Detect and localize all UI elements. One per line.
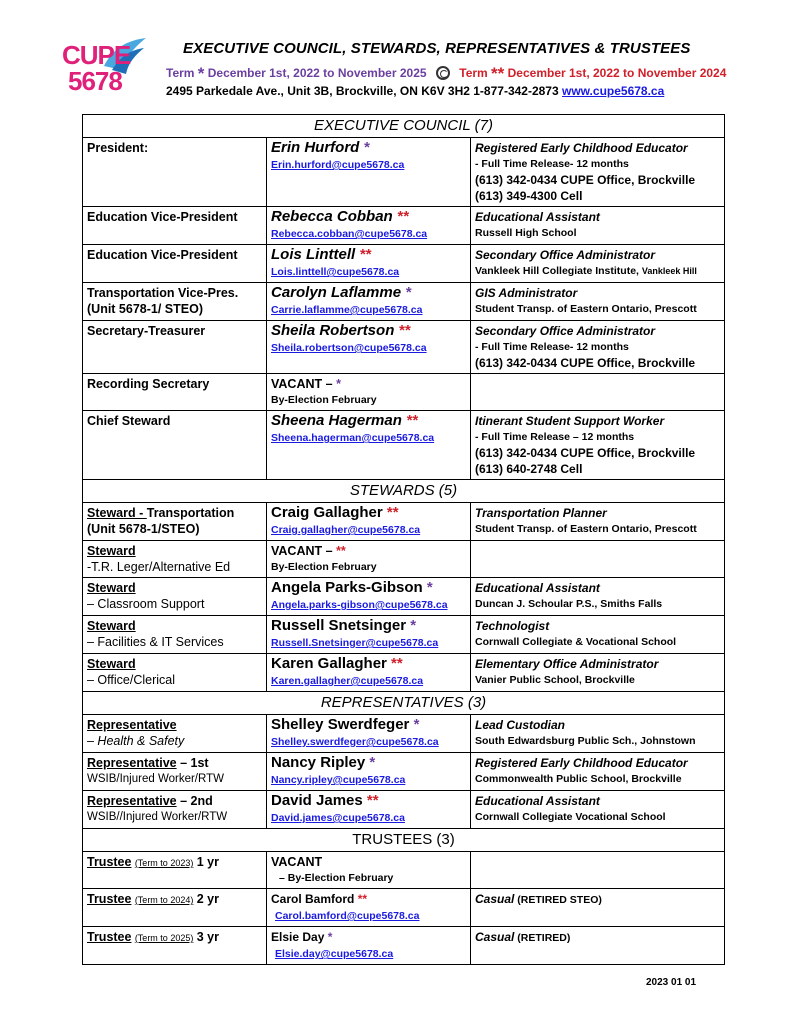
job-cell [471, 852, 725, 889]
section-header [83, 692, 725, 715]
term-star: ** [336, 544, 346, 558]
role-label: Representative – 2nd [87, 794, 213, 808]
job-cell [471, 138, 725, 207]
role-label: Trustee (Term to 2025) 3 yr [87, 930, 219, 944]
member-email[interactable]: David.james@cupe5678.ca [271, 812, 405, 824]
job-cell [471, 321, 725, 374]
member-name: VACANT – ** [271, 544, 346, 558]
term2-text: December 1st, 2022 to November 2024 [507, 66, 727, 80]
member-email[interactable]: Lois.linttell@cupe5678.ca [271, 266, 400, 278]
name-cell [267, 578, 471, 616]
job-detail: Commonwealth Public School, Brockville [475, 773, 682, 785]
term2-label: Term [459, 66, 488, 80]
role-detail: WSIB/Injured Worker/RTW [87, 773, 224, 785]
name-cell [267, 753, 471, 791]
role-cell [83, 283, 267, 321]
job-title: Educational Assistant [475, 210, 600, 224]
member-name: Sheila Robertson ** [271, 322, 411, 339]
member-name: Carolyn Laflamme * [271, 284, 412, 301]
role-label: Secretary-Treasurer [87, 324, 206, 338]
table-row [83, 616, 725, 654]
job-detail: Student Transp. of Eastern Ontario, Prescott [475, 303, 697, 315]
member-name: Rebecca Cobban ** [271, 208, 409, 225]
job-detail: - Full Time Release – 12 months [475, 431, 635, 443]
table-row [83, 927, 725, 965]
roster-table [82, 114, 725, 965]
name-cell [267, 321, 471, 374]
role-cell [83, 791, 267, 829]
role-cell [83, 616, 267, 654]
table-row [83, 245, 725, 283]
job-title: Casual (RETIRED STEO) [475, 892, 602, 906]
term-star: * [369, 754, 376, 771]
term-star: ** [391, 655, 403, 672]
term-star: ** [366, 792, 379, 809]
role-cell [83, 541, 267, 578]
term-star: * [336, 377, 341, 391]
term-star: ** [398, 322, 411, 339]
name-cell [267, 715, 471, 753]
role-detail: (Unit 5678-1/ STEO) [87, 302, 203, 316]
role-detail: – Health & Safety [87, 734, 185, 748]
job-title: GIS Administrator [475, 286, 578, 300]
name-cell [267, 852, 471, 889]
job-title: Registered Early Childhood Educator [475, 141, 688, 155]
term1-star: * [197, 64, 205, 83]
role-label: President: [87, 141, 149, 155]
job-title: Technologist [475, 619, 550, 633]
job-cell [471, 927, 725, 965]
job-cell [471, 283, 725, 321]
role-label: Steward [87, 619, 136, 633]
term-star: ** [406, 412, 418, 429]
member-name: Sheena Hagerman ** [271, 412, 418, 429]
job-detail: (613) 640-2748 Cell [475, 462, 583, 476]
role-label: Education Vice-President [87, 210, 238, 224]
job-detail: Vanier Public School, Brockville [475, 674, 635, 686]
table-row [83, 753, 725, 791]
role-label: Steward [87, 581, 136, 595]
job-cell [471, 791, 725, 829]
job-title: Transportation Planner [475, 506, 607, 520]
member-name: Carol Bamford ** [271, 892, 368, 906]
term-star: ** [357, 892, 368, 906]
table-row [83, 715, 725, 753]
section-title: EXECUTIVE COUNCIL (7) [83, 115, 725, 138]
section-title: REPRESENTATIVES (3) [83, 692, 725, 715]
job-detail: (613) 342-0434 CUPE Office, Brockville [475, 446, 696, 460]
member-name: David James ** [271, 792, 379, 809]
table-row [83, 411, 725, 480]
name-cell [267, 541, 471, 578]
job-title: Secondary Office Administrator [475, 324, 656, 338]
member-name: Nancy Ripley * [271, 754, 376, 771]
table-row [83, 654, 725, 692]
role-detail: (Unit 5678-1/STEO) [87, 522, 200, 536]
member-email[interactable]: Sheena.hagerman@cupe5678.ca [271, 432, 435, 444]
job-cell [471, 245, 725, 283]
job-detail: Student Transp. of Eastern Ontario, Prescott [475, 523, 697, 535]
name-cell [267, 503, 471, 541]
role-label: Trustee (Term to 2024) 2 yr [87, 892, 219, 906]
section-header [83, 480, 725, 503]
job-title: Itinerant Student Support Worker [475, 414, 665, 428]
role-cell [83, 503, 267, 541]
table-row [83, 138, 725, 207]
job-cell [471, 889, 725, 927]
name-cell [267, 138, 471, 207]
name-cell [267, 207, 471, 245]
term-legend [166, 64, 726, 84]
address-line [166, 84, 664, 98]
job-cell [471, 374, 725, 411]
name-cell [267, 654, 471, 692]
job-title: Casual (RETIRED) [475, 930, 571, 944]
role-cell [83, 927, 267, 965]
role-cell [83, 138, 267, 207]
role-cell [83, 715, 267, 753]
section-title: TRUSTEES (3) [83, 829, 725, 852]
role-detail: – Facilities & IT Services [87, 635, 224, 649]
job-cell [471, 616, 725, 654]
member-name: Shelley Swerdfeger * [271, 716, 420, 733]
member-email[interactable]: Carol.bamford@cupe5678.ca [275, 910, 420, 922]
job-cell [471, 503, 725, 541]
role-cell [83, 578, 267, 616]
member-name: Russell Snetsinger * [271, 617, 417, 634]
term-star: ** [386, 504, 399, 521]
job-detail: (613) 349-4300 Cell [475, 189, 583, 203]
role-label: Education Vice-President [87, 248, 238, 262]
role-label: Representative [87, 718, 177, 732]
role-cell [83, 321, 267, 374]
member-name: Erin Hurford * [271, 139, 370, 156]
page-header [0, 0, 791, 110]
job-title: Registered Early Childhood Educator [475, 756, 688, 770]
cupe-logo [62, 40, 147, 102]
job-cell [471, 715, 725, 753]
table-row [83, 503, 725, 541]
member-email[interactable]: Craig.gallagher@cupe5678.ca [271, 524, 421, 536]
term-star: ** [359, 246, 372, 263]
job-detail: Duncan J. Schoular P.S., Smiths Falls [475, 598, 663, 610]
table-row [83, 374, 725, 411]
job-title: Educational Assistant [475, 581, 600, 595]
role-label: Steward - Transportation [87, 506, 235, 520]
job-detail: (613) 342-0434 CUPE Office, Brockville [475, 173, 696, 187]
role-detail: -T.R. Leger/Alternative Ed [87, 560, 231, 574]
name-cell [267, 283, 471, 321]
table-row [83, 852, 725, 889]
job-detail: - Full Time Release- 12 months [475, 158, 629, 170]
job-detail: Cornwall Collegiate & Vocational School [475, 636, 677, 648]
term-star: * [426, 579, 433, 596]
member-name: Craig Gallagher ** [271, 504, 399, 521]
table-row [83, 578, 725, 616]
election-note: By-Election February [271, 561, 377, 573]
job-cell [471, 753, 725, 791]
name-cell [267, 927, 471, 965]
role-detail: – Office/Clerical [87, 673, 175, 687]
election-note: By-Election February [271, 394, 377, 406]
term-star: * [327, 930, 333, 944]
member-email[interactable]: Nancy.ripley@cupe5678.ca [271, 774, 406, 786]
member-name: Karen Gallagher ** [271, 655, 403, 672]
member-name: VACANT [271, 855, 323, 869]
job-detail: Cornwall Collegiate Vocational School [475, 811, 666, 823]
role-cell [83, 411, 267, 480]
table-row [83, 207, 725, 245]
website-link[interactable]: www.cupe5678.ca [562, 84, 665, 98]
member-email[interactable]: Sheila.robertson@cupe5678.ca [271, 342, 427, 354]
role-cell [83, 207, 267, 245]
member-email[interactable]: Karen.gallagher@cupe5678.ca [271, 675, 424, 687]
job-cell [471, 578, 725, 616]
term-star: * [413, 716, 420, 733]
table-row [83, 889, 725, 927]
term2-star: ** [491, 64, 505, 83]
section-title: STEWARDS (5) [83, 480, 725, 503]
job-detail: Russell High School [475, 227, 577, 239]
address-text: 2495 Parkedale Ave., Unit 3B, Brockville, ON K6V 3H2 1-877-342-2873 [166, 84, 559, 98]
section-header [83, 829, 725, 852]
election-note: – By-Election February [279, 872, 394, 884]
term-star: * [410, 617, 417, 634]
table-row [83, 541, 725, 578]
member-email[interactable]: Carrie.laflamme@cupe5678.ca [271, 304, 423, 316]
term1-text: December 1st, 2022 to November 2025 [207, 66, 427, 80]
role-label: Steward [87, 657, 136, 671]
name-cell [267, 889, 471, 927]
page-title: EXECUTIVE COUNCIL, STEWARDS, REPRESENTATIVES & TRUSTEES [183, 40, 691, 57]
job-cell [471, 411, 725, 480]
role-label: Chief Steward [87, 414, 171, 428]
member-name: VACANT – * [271, 377, 341, 391]
role-cell [83, 374, 267, 411]
job-detail: - Full Time Release- 12 months [475, 341, 629, 353]
job-title: Lead Custodian [475, 718, 566, 732]
member-email[interactable]: Elsie.day@cupe5678.ca [275, 948, 394, 960]
term1-label: Term [166, 66, 195, 80]
role-cell [83, 889, 267, 927]
job-title: Elementary Office Administrator [475, 657, 659, 671]
term-star: * [363, 139, 370, 156]
job-cell [471, 654, 725, 692]
role-cell [83, 852, 267, 889]
member-email[interactable]: Shelley.swerdfeger@cupe5678.ca [271, 736, 439, 748]
logo-line1: CUPE [62, 40, 131, 70]
role-label: Representative – 1st [87, 756, 209, 770]
section-header [83, 115, 725, 138]
role-label: Transportation Vice-Pres. [87, 286, 239, 300]
role-cell [83, 245, 267, 283]
job-detail: (613) 342-0434 CUPE Office, Brockville [475, 356, 696, 370]
logo-line2: 5678 [68, 66, 122, 96]
member-name: Lois Linttell ** [271, 246, 372, 263]
job-title: Secondary Office Administrator [475, 248, 656, 262]
member-email[interactable]: Angela.parks-gibson@cupe5678.ca [271, 599, 448, 611]
member-email[interactable]: Rebecca.cobban@cupe5678.ca [271, 228, 428, 240]
term-star: ** [396, 208, 409, 225]
job-cell [471, 207, 725, 245]
job-detail: South Edwardsburg Public Sch., Johnstown [475, 735, 696, 747]
member-email[interactable]: Erin.hurford@cupe5678.ca [271, 159, 405, 171]
spiral-icon [436, 66, 450, 80]
job-detail: Vankleek Hill Collegiate Institute, Vankleek Hill [475, 265, 697, 277]
name-cell [267, 616, 471, 654]
role-cell [83, 753, 267, 791]
role-cell [83, 654, 267, 692]
role-detail: – Classroom Support [87, 597, 205, 611]
table-row [83, 791, 725, 829]
role-label: Trustee (Term to 2023) 1 yr [87, 855, 219, 869]
name-cell [267, 791, 471, 829]
table-row [83, 321, 725, 374]
job-cell [471, 541, 725, 578]
member-name: Elsie Day * [271, 930, 333, 944]
job-title: Educational Assistant [475, 794, 600, 808]
role-detail: WSIB//Injured Worker/RTW [87, 811, 228, 823]
table-row [83, 283, 725, 321]
role-label: Recording Secretary [87, 377, 210, 391]
term-star: * [405, 284, 412, 301]
member-name: Angela Parks-Gibson * [271, 579, 433, 596]
member-email[interactable]: Russell.Snetsinger@cupe5678.ca [271, 637, 439, 649]
name-cell [267, 245, 471, 283]
footer-date: 2023 01 01 [646, 977, 697, 988]
name-cell [267, 374, 471, 411]
name-cell [267, 411, 471, 480]
role-label: Steward [87, 544, 136, 558]
